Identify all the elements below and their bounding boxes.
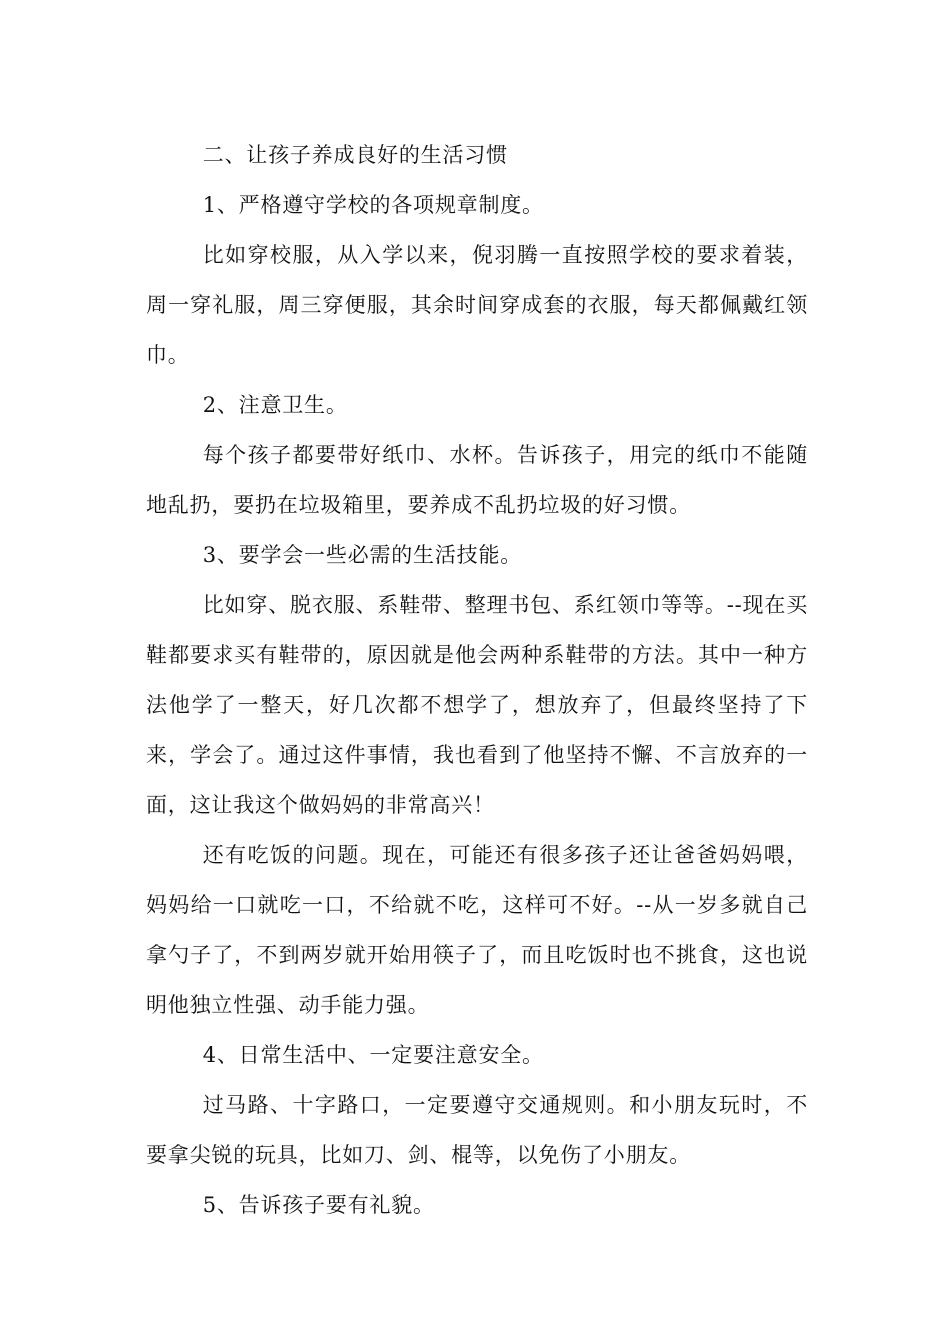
item-heading-1: 1、严格遵守学校的各项规章制度。: [202, 193, 544, 217]
paragraph-safety: 过马路、十字路口，一定要遵守交通规则。和小朋友玩时，不要拿尖锐的玩具，比如刀、剑、棍等，以免伤了小朋友。: [146, 1093, 808, 1167]
item-heading-5: 5、告诉孩子要有礼貌。: [202, 1193, 435, 1217]
paragraph-eating: 还有吃饭的问题。现在，可能还有很多孩子还让爸爸妈妈喂，妈妈给一口就吃一口，不给就不吃，这样可不好。--从一岁多就自己拿勺子了，不到两岁就开始用筷子了，而且吃饭时也不挑食，这也说明他独立性强、动手能力强。: [146, 843, 808, 1017]
item-heading-2: 2、注意卫生。: [202, 393, 348, 417]
section-heading: 二、让孩子养成良好的生活习惯: [202, 143, 508, 167]
paragraph-uniform: 比如穿校服，从入学以来，倪羽腾一直按照学校的要求着装，周一穿礼服，周三穿便服，其余时间穿成套的衣服，每天都佩戴红领巾。: [146, 243, 808, 367]
paragraph-skills: 比如穿、脱衣服、系鞋带、整理书包、系红领巾等等。--现在买鞋都要求买有鞋带的，原因就是他会两种系鞋带的方法。其中一种方法他学了一整天，好几次都不想学了，想放弃了，但最终坚持了下来，学会了。通过这件事情，我也看到了他坚持不懈、不言放弃的一面，这让我这个做妈妈的非常高兴！: [146, 593, 808, 817]
item-heading-3: 3、要学会一些必需的生活技能。: [202, 543, 523, 567]
paragraph-hygiene: 每个孩子都要带好纸巾、水杯。告诉孩子，用完的纸巾不能随地乱扔，要扔在垃圾箱里，要养成不乱扔垃圾的好习惯。: [146, 443, 808, 517]
item-heading-4: 4、日常生活中、一定要注意安全。: [202, 1043, 544, 1067]
document-body: [146, 130, 808, 1230]
